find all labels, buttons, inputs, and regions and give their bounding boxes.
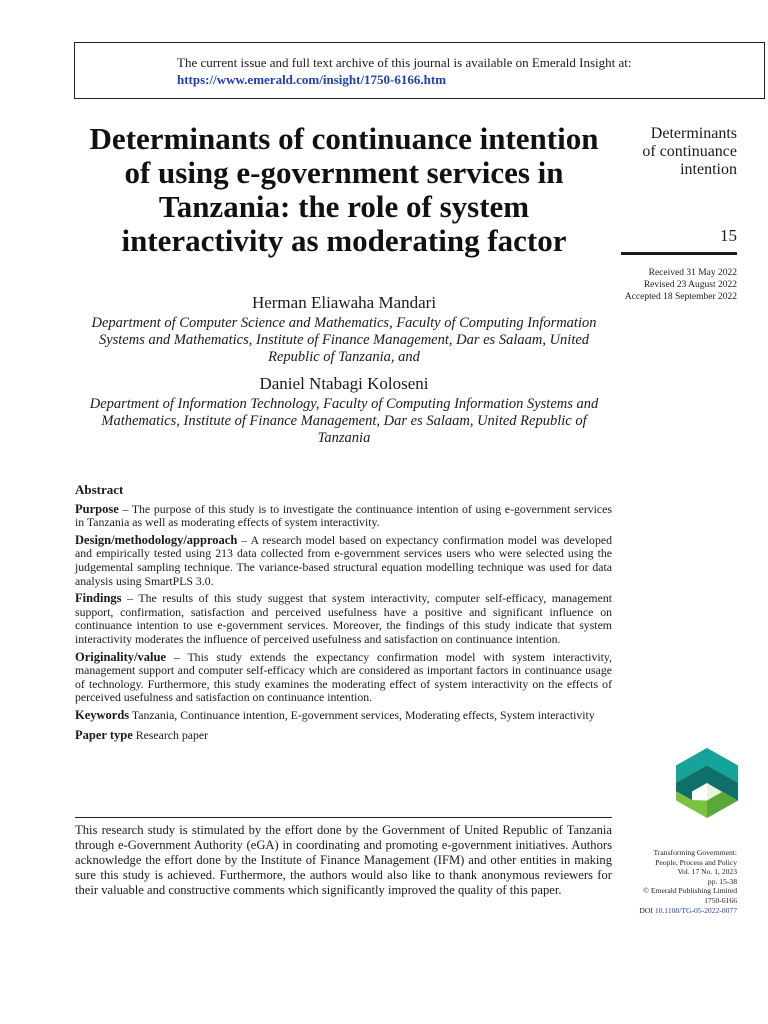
access-notice — [177, 54, 632, 88]
doi-link[interactable]: 10.1108/TG-05-2022-0077 — [654, 905, 737, 915]
paper-type-text: Research paper — [132, 727, 209, 742]
issn: 1750-6166 — [704, 895, 737, 905]
design-text: – A research model based on expectancy confirmation model was developed and empirically tested using 213 data collected from e-government services users who were selected using the judgemental sampling technique. The variance-based structural equation modelling technique was used for data analysis using SmartPLS 3.0. — [75, 532, 612, 588]
abstract-keywords — [75, 709, 612, 723]
keywords-text: Tanzania, Continuance intention, E-government services, Moderating effects, System interactivity — [129, 707, 595, 722]
keywords-label: Keywords — [75, 707, 130, 722]
purpose-text: – The purpose of this study is to investigate the continuance intention of using e-government services in Tanzania as well as moderating effects of system interactivity. — [75, 501, 612, 530]
running-head — [642, 125, 737, 179]
author-2-affiliation: Department of Information Technology, Faculty of Computing Information Systems and Mathematics, Institute of Finance Management, Dar es Salaam, United Republic of Tanzania — [89, 396, 599, 446]
footnote-rule — [75, 817, 612, 818]
doi-label: DOI — [639, 905, 653, 915]
running-head-line: of continuance — [642, 143, 737, 160]
abstract-findings — [75, 592, 612, 646]
abstract-design — [75, 534, 612, 588]
received-date: Received 31 May 2022 — [648, 268, 737, 278]
access-notice-text: The current issue and full text archive of this journal is available on Emerald Insight at: — [177, 55, 632, 70]
page-number-rule — [621, 252, 737, 255]
publisher: © Emerald Publishing Limited — [643, 886, 737, 896]
abstract-heading: Abstract — [75, 482, 124, 497]
doi-line — [639, 906, 737, 916]
journal-url-link[interactable]: https://www.emerald.com/insight/1750-6166.htm — [177, 72, 447, 87]
accepted-date: Accepted 18 September 2022 — [624, 292, 737, 302]
paper-type-label: Paper type — [75, 727, 133, 742]
journal-volume: Vol. 17 No. 1, 2023 — [677, 867, 737, 877]
abstract-originality — [75, 651, 612, 705]
acknowledgement-footnote: This research study is stimulated by the effort done by the Government of United Republic of Tanzania through e-Government Authority (eGA) in coordinating and promoting e-government initiatives. Authors acknowledge the effort done by the Institute of Finance Management (IFM) and other entities in making sure this study is achieved. Furthermore, the authors would also like to thank anonymous reviewers for their valuable and constructive comments which significantly improved the quality of this paper. — [75, 823, 612, 897]
findings-label: Findings — [75, 591, 122, 606]
journal-info — [639, 848, 737, 915]
author-1-affiliation: Department of Computer Science and Mathematics, Faculty of Computing Information Systems and Mathematics, Institute of Finance Management, Dar es Salaam, United Republic of Tanzania, and — [91, 315, 597, 365]
journal-name-2: People, Process and Policy — [655, 857, 737, 867]
journal-name: Transforming Government: — [653, 848, 737, 857]
emerald-logo-icon — [676, 748, 738, 818]
findings-text: – The results of this study suggest that system interactivity, computer self-efficacy, management support, confirmation, satisfaction and perceived usefulness have a positive and significant influence on continuance intention to use e-government services. Moreover, the findings of this study indicate that system interactivity moderates the influence of perceived usefulness and satisfaction on continuance intention. — [75, 591, 612, 646]
originality-text: – This study extends the expectancy confirmation model with system interactivity, management support and computer self-efficacy which are considered as important factors in continuance usage of technology. Furthermore, this study examines the moderating effect of system interactivity on the effects of perceived usefulness and satisfaction on continuance intention. — [75, 649, 612, 705]
author-1-name: Herman Eliawaha Mandari — [251, 293, 437, 312]
originality-label: Originality/value — [75, 649, 166, 664]
revised-date: Revised 23 August 2022 — [643, 280, 737, 290]
abstract-purpose — [75, 503, 612, 530]
access-notice-box — [74, 42, 765, 99]
design-label: Design/methodology/approach — [75, 532, 238, 547]
abstract — [75, 483, 612, 746]
abstract-paper-type — [75, 729, 612, 743]
purpose-label: Purpose — [75, 501, 119, 516]
running-head-line: Determinants — [650, 125, 737, 142]
article-dates — [625, 267, 737, 303]
page-number: 15 — [720, 226, 737, 245]
author-2-name: Daniel Ntabagi Koloseni — [259, 374, 429, 393]
article-title: Determinants of continuance intention of using e-government services in Tanzania: the role of system interactivity as moderating factor — [89, 121, 599, 258]
journal-pages: pp. 15-38 — [707, 876, 737, 886]
running-head-line: intention — [680, 161, 737, 178]
